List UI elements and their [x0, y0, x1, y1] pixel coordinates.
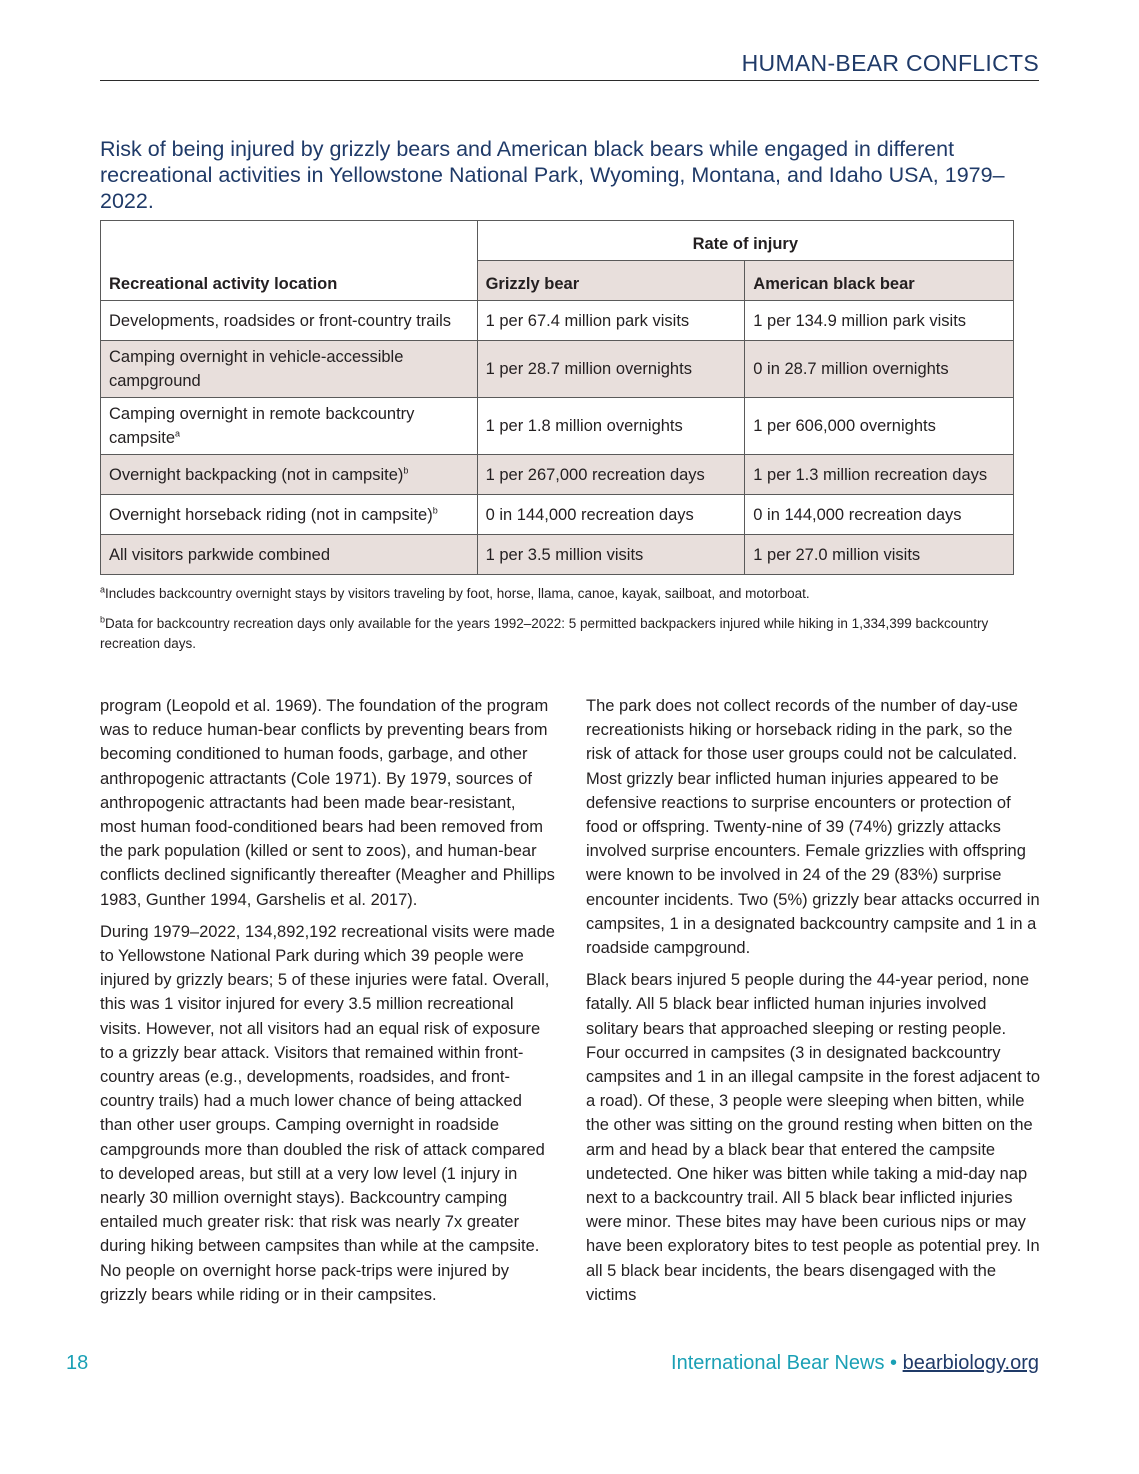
- table-row: [101, 535, 1014, 575]
- publication-name: International Bear News: [671, 1352, 885, 1374]
- table-row: [101, 341, 1014, 398]
- body-paragraph: The park does not collect records of the number of day-use recreationists hiking or horseback riding in the park, so the risk of attack for those user groups could not be calculated. Most grizzly bear inflicted human injuries appeared to be defensive reactions to surprise encounters or protection of food or offspring. Twenty-nine of 39 (74%) grizzly attacks involved surprise encounters. Female grizzlies with offspring were known to be involved in 24 of the 29 (83%) surprise encounter incidents. Two (5%) grizzly bear attacks occurred in campsites, 1 in a designated backcountry campsite and 1 in a roadside campground.: [586, 697, 1040, 958]
- black-bear-rate-cell: 1 per 1.3 million recreation days: [745, 455, 1014, 495]
- table-row: [101, 301, 1014, 341]
- body-column-left: [100, 694, 555, 1315]
- header-activity: Recreational activity location: [101, 221, 478, 301]
- publication-footer: [671, 1352, 1039, 1375]
- body-column-right: [586, 694, 1041, 1315]
- table-row: [101, 495, 1014, 535]
- black-bear-rate-cell: 1 per 27.0 million visits: [745, 535, 1014, 575]
- activity-cell: Developments, roadsides or front-country trails: [101, 301, 478, 341]
- table-row: [101, 455, 1014, 495]
- site-link[interactable]: bearbiology.org: [902, 1352, 1039, 1374]
- page-number: 18: [66, 1352, 89, 1374]
- grizzly-rate-cell: 1 per 67.4 million park visits: [477, 301, 745, 341]
- body-paragraph: Black bears injured 5 people during the 44-year period, none fatally. All 5 black bear inflicted human injuries involved solitary bears that approached sleeping or resting people. Four occurred in campsites (3 in designated backcountry campsites and 1 in an illegal campsite in the forest adjacent to a road). Of these, 3 people were sleeping when bitten, while the other was sitting on the ground resting when bitten on the arm and head by a black bear that entered the campsite undetected. One hiker was bitten while taking a mid-day nap next to a backcountry trail. All 5 black bear inflicted injuries were minor. These bites may have been curious nips or may have been exploratory bites to test people as potential prey. In all 5 black bear incidents, the bears disengaged with the victims: [586, 971, 1041, 1304]
- activity-cell: Camping overnight in vehicle-accessible campground: [101, 341, 478, 398]
- activity-cell: All visitors parkwide combined: [101, 535, 478, 575]
- table-title: Risk of being injured by grizzly bears and American black bears while engaged in different recreational activities in Yellowstone National Park, Wyoming, Montana, and Idaho USA, 1979–2022.: [100, 137, 1005, 213]
- footnote-b: $^b$Data for backcountry recreation days only available for the years 1992–2022: 5 permitted backpackers injured while hiking in 1,334,399 backcountry recreation days.: [100, 614, 989, 651]
- header-black-bear: American black bear: [745, 261, 1014, 301]
- grizzly-rate-cell: 1 per 28.7 million overnights: [477, 341, 745, 398]
- header-rate-of-injury: Rate of injury: [477, 221, 1013, 261]
- black-bear-rate-cell: 0 in 144,000 recreation days: [745, 495, 1014, 535]
- body-paragraph: During 1979–2022, 134,892,192 recreational visits were made to Yellowstone National Park during which 39 people were injured by grizzly bears; 5 of these injuries were fatal. Overall, this was 1 visitor injured for every 3.5 million recreational visits. However, not all visitors had an equal risk of exposure to a grizzly bear attack. Visitors that remained within front-country areas (e.g., developments, roadsides, and front-country trails) had a much lower chance of being attacked than other user groups. Camping overnight in roadside campgrounds more than doubled the risk of attack compared to developed areas, but still at a very low level (1 injury in nearly 30 million overnight stays). Backcountry camping entailed much greater risk: that risk was nearly 7x greater during hiking between campsites than while at the campsite. No people on overnight horse pack-trips were injured by grizzly bears while riding or in their campsites.: [100, 922, 555, 1304]
- grizzly-rate-cell: 0 in 144,000 recreation days: [477, 495, 745, 535]
- header-rule: [100, 80, 1039, 81]
- table-header-row-1: [101, 221, 1014, 261]
- activity-cell: Camping overnight in remote backcountry campsite$^a$: [101, 398, 478, 455]
- black-bear-rate-cell: 0 in 28.7 million overnights: [745, 341, 1014, 398]
- grizzly-rate-cell: 1 per 1.8 million overnights: [477, 398, 745, 455]
- black-bear-rate-cell: 1 per 134.9 million park visits: [745, 301, 1014, 341]
- header-grizzly: Grizzly bear: [477, 261, 745, 301]
- table-row: [101, 398, 1014, 455]
- grizzly-rate-cell: 1 per 3.5 million visits: [477, 535, 745, 575]
- black-bear-rate-cell: 1 per 606,000 overnights: [745, 398, 1014, 455]
- footnote-a: $^a$Includes backcountry overnight stays by visitors traveling by foot, horse, llama, canoe, kayak, sailboat, and motorboat.: [100, 584, 810, 601]
- grizzly-rate-cell: 1 per 267,000 recreation days: [477, 455, 745, 495]
- footer-bullet: •: [890, 1352, 898, 1374]
- activity-cell: Overnight horseback riding (not in campsite)$^b$: [101, 495, 478, 535]
- body-paragraph: program (Leopold et al. 1969). The foundation of the program was to reduce human-bear conflicts by preventing bears from becoming conditioned to human foods, garbage, and other anthropogenic attractants (Cole 1971). By 1979, sources of anthropogenic attractants had been made bear-resistant, most human food-conditioned bears had been removed from the park population (killed or sent to zoos), and human-bear conflicts declined significantly thereafter (Meagher and Phillips 1983, Gunther 1994, Garshelis et al. 2017).: [100, 697, 555, 909]
- activity-cell: Overnight backpacking (not in campsite)$^b$: [101, 455, 478, 495]
- injury-risk-table: [100, 220, 1014, 575]
- running-head: HUMAN-BEAR CONFLICTS: [741, 50, 1039, 76]
